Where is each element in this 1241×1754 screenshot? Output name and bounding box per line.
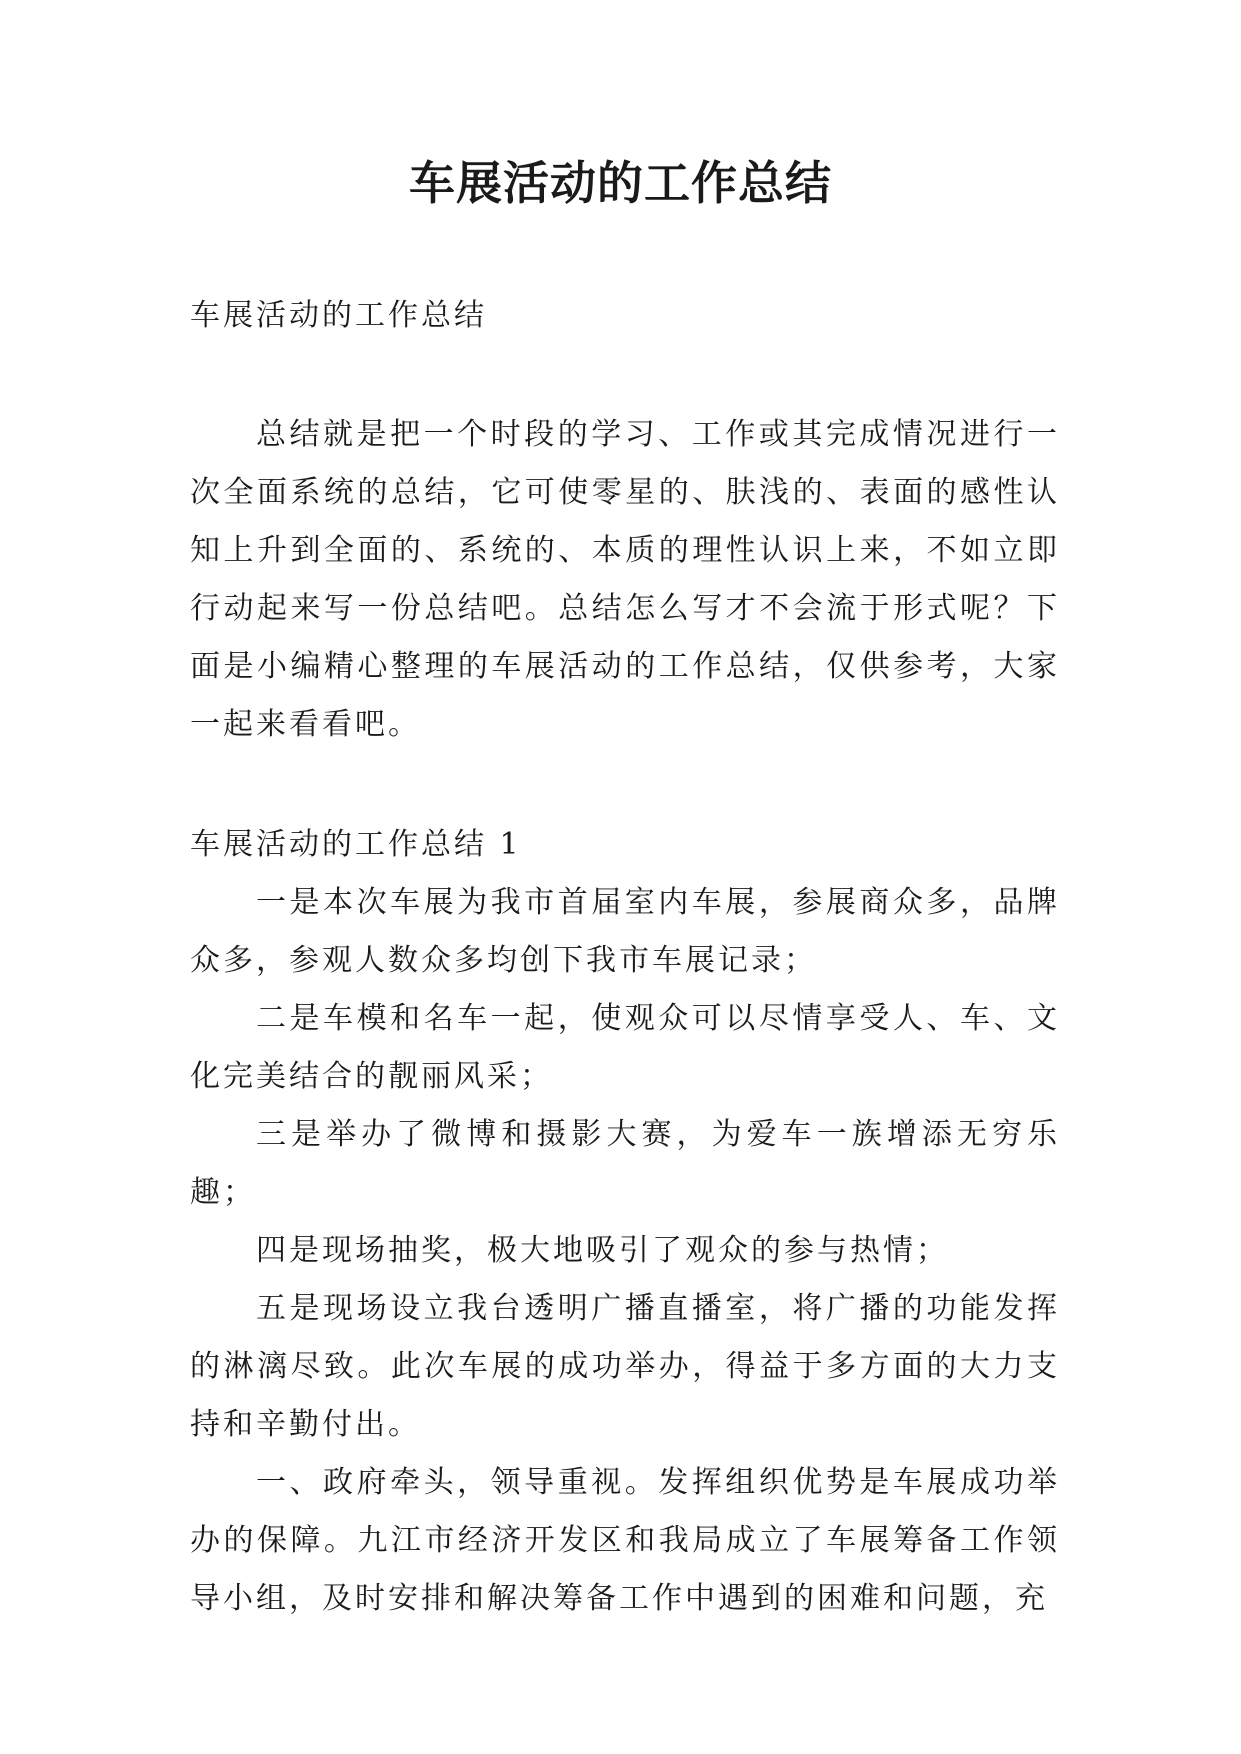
intro-paragraph: 总结就是把一个时段的学习、工作或其完成情况进行一次全面系统的总结，它可使零星的、肤浅的、表面的感性认知上升到全面的、系统的、本质的理性认识上来，不如立即行动起来写一份总结吧。总结怎么写才不会流于形式呢？下面是小编精心整理的车展活动的工作总结，仅供参考，大家一起来看看吧。 <box>190 417 1060 742</box>
section-body <box>190 874 1060 1628</box>
paragraph: 三是举办了微博和摄影大赛，为爱车一族增添无穷乐趣； <box>190 1117 1060 1210</box>
document-subtitle: 车展活动的工作总结 <box>190 298 487 333</box>
paragraph: 一是本次车展为我市首届室内车展，参展商众多，品牌众多，参观人数众多均创下我市车展记录； <box>190 885 1060 978</box>
section-heading: 车展活动的工作总结 1 <box>190 827 522 862</box>
paragraph: 一、政府牵头，领导重视。发挥组织优势是车展成功举办的保障。九江市经济开发区和我局成立了车展筹备工作领导小组，及时安排和解决筹备工作中遇到的困难和问题，充 <box>190 1465 1060 1616</box>
paragraph: 四是现场抽奖，极大地吸引了观众的参与热情； <box>256 1233 949 1268</box>
document-title: 车展活动的工作总结 <box>409 156 832 210</box>
paragraph: 二是车模和名车一起，使观众可以尽情享受人、车、文化完美结合的靓丽风采； <box>190 1001 1060 1094</box>
paragraph: 五是现场设立我台透明广播直播室，将广播的功能发挥的淋漓尽致。此次车展的成功举办，得益于多方面的大力支持和辛勤付出。 <box>190 1291 1060 1442</box>
